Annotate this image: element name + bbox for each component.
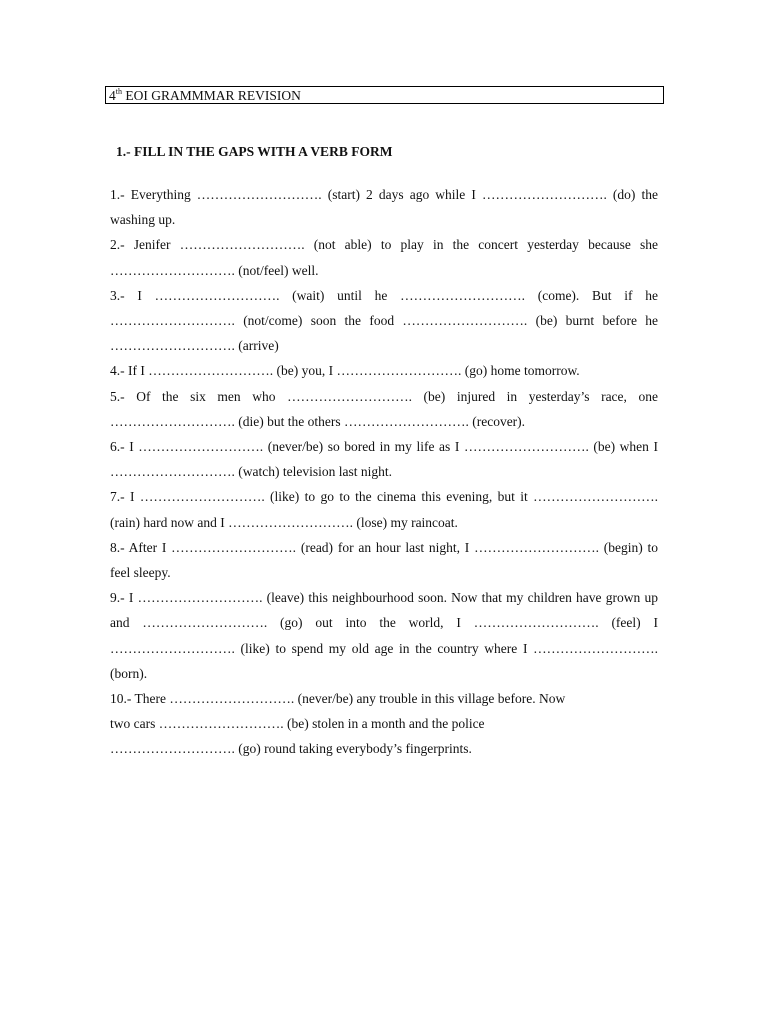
header-ordinal: th [115, 86, 122, 96]
exercise-list [110, 182, 658, 762]
exercise-1: 1.- Everything ………………………. (start) 2 days ago while I ………………………. (do) the washing up. [110, 187, 658, 228]
exercise-10 [110, 686, 658, 762]
exercise-2: 2.- Jenifer ………………………. (not able) to play in the concert yesterday because she ………………………. (not/feel) well. [110, 237, 658, 278]
exercise-10-line-3: ………………………. (go) round taking everybody’s fingerprints. [110, 741, 472, 757]
header-title: EOI GRAMMMAR REVISION [121, 88, 301, 103]
section-title: 1.- FILL IN THE GAPS WITH A VERB FORM [116, 144, 393, 159]
header-number: 4 [109, 88, 116, 103]
exercise-9: 9.- I ………………………. (leave) this neighbourhood soon. Now that my children have grown up and ………………………. (go) out into the world, I ………………………. (feel) I ………………………. (like) to spend my old age in the country where I ………………………. (born). [110, 590, 658, 681]
exercise-5: 5.- Of the six men who ………………………. (be) injured in yesterday’s race, one ………………………. (die) but the others ………………………. (recover). [110, 388, 658, 429]
exercise-8: 8.- After I ………………………. (read) for an hour last night, I ………………………. (begin) to feel sleepy. [110, 539, 658, 581]
exercise-10-line-1: 10.- There ………………………. (never/be) any trouble in this village before. Now [110, 691, 566, 707]
exercise-3: 3.- I ………………………. (wait) until he ………………………. (come). But if he ………………………. (not/come) soon the food ………………………. (be) burnt before he ………………………. (arrive) [110, 287, 658, 354]
exercise-10-line-2: two cars ………………………. (be) stolen in a month and the police [110, 716, 485, 732]
exercise-4: 4.- If I ………………………. (be) you, I ………………………. (go) home tomorrow. [110, 363, 580, 379]
exercise-6: 6.- I ………………………. (never/be) so bored in my life as I ………………………. (be) when I ………………………. (watch) television last night. [110, 439, 658, 480]
worksheet-header [105, 86, 664, 104]
exercise-7: 7.- I ………………………. (like) to go to the cinema this evening, but it ………………………. (rain) hard now and I ………………………. (lose) my raincoat. [110, 489, 658, 530]
